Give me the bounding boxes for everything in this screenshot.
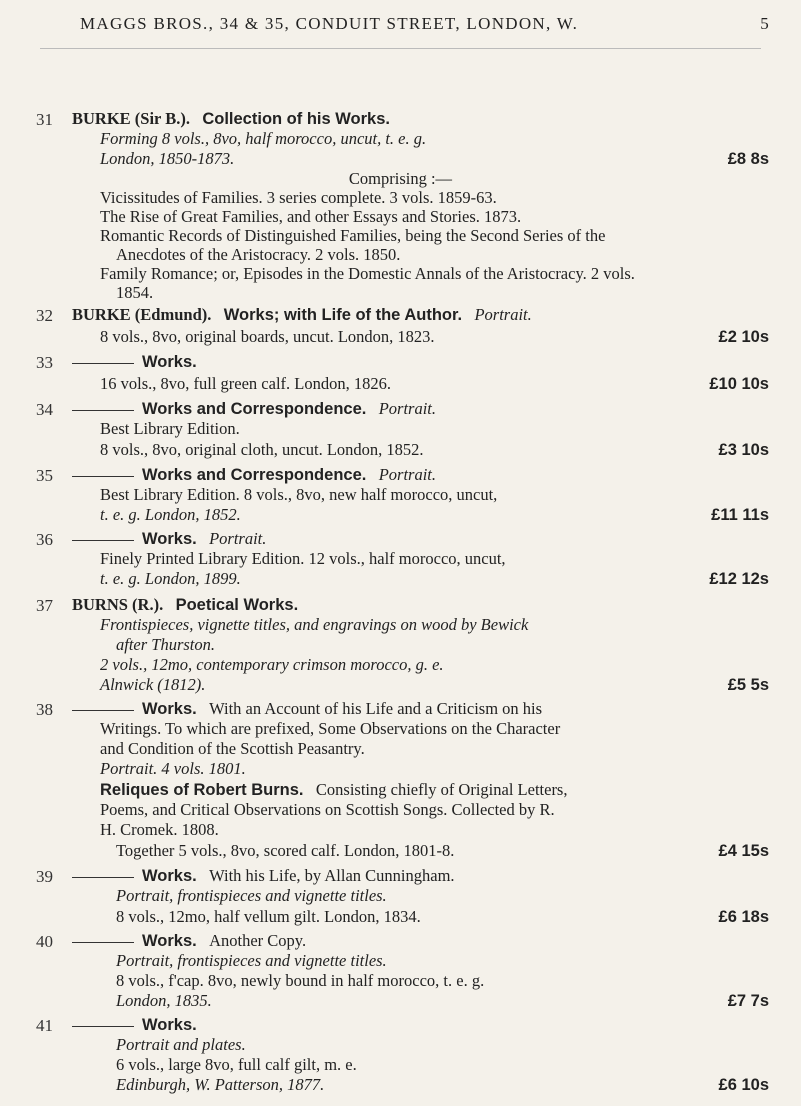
entry-line: after Thurston. [116, 635, 216, 654]
entry-price: £6 18s [718, 908, 769, 926]
entry-line: 8 vols., 8vo, original boards, uncut. London, 1823. [100, 327, 435, 346]
entry-number: 37 [36, 596, 53, 615]
entry-line: Works. [72, 1016, 772, 1034]
entry-price: £4 15s [718, 842, 769, 860]
entry-price: £11 11s [711, 506, 769, 524]
entry-number: 34 [36, 400, 53, 419]
entry-line: Works and Correspondence. Portrait. [72, 466, 772, 484]
header-title: MAGGS BROS., 34 & 35, CONDUIT STREET, LONDON, W. [80, 14, 579, 33]
entry-line: BURKE (Edmund). Works; with Life of the Author. Portrait. [72, 305, 532, 324]
entry-line: Portrait, frontispieces and vignette titles. [116, 886, 387, 905]
page-number: 5 [760, 14, 770, 33]
entry-line: t. e. g. London, 1852. [100, 505, 241, 524]
entry-line: Portrait. 4 vols. 1801. [100, 759, 246, 778]
entry-line: Vicissitudes of Families. 3 series complete. 3 vols. 1859-63. [100, 188, 497, 207]
entry-line: BURKE (Sir B.). Collection of his Works. [72, 109, 390, 128]
entry-price: £5 5s [727, 676, 769, 694]
page-header [80, 14, 770, 34]
entry-line: H. Cromek. 1808. [100, 820, 219, 839]
entry-price: £7 7s [727, 992, 769, 1010]
entry-line: 16 vols., 8vo, full green calf. London, 1826. [100, 374, 391, 393]
entry-line: Anecdotes of the Aristocracy. 2 vols. 1850. [116, 245, 401, 264]
entry-line: Finely Printed Library Edition. 12 vols., half morocco, uncut, [100, 549, 506, 568]
entry-line: and Condition of the Scottish Peasantry. [100, 739, 365, 758]
entry-line: Frontispieces, vignette titles, and engravings on wood by Bewick [100, 615, 529, 634]
entry-price: £2 10s [718, 328, 769, 346]
entry-line: Edinburgh, W. Patterson, 1877. [116, 1075, 325, 1094]
entry-line: BURNS (R.). Poetical Works. [72, 595, 299, 614]
entry-line: Writings. To which are prefixed, Some Observations on the Character [100, 719, 561, 738]
entry-line: Works. [72, 353, 772, 371]
entry-line: Portrait, frontispieces and vignette titles. [116, 951, 387, 970]
entry-price: £6 10s [718, 1076, 769, 1094]
entry-line: Works. Portrait. [72, 530, 772, 548]
entry-price: £10 10s [709, 375, 769, 393]
entry-line: The Rise of Great Families, and other Essays and Stories. 1873. [100, 207, 522, 226]
entry-line: Together 5 vols., 8vo, scored calf. London, 1801-8. [116, 841, 455, 860]
entry-line: Works. Another Copy. [72, 932, 772, 950]
entry-line: Best Library Edition. [100, 419, 240, 438]
entry-line: 8 vols., f'cap. 8vo, newly bound in half morocco, t. e. g. [116, 971, 485, 990]
entry-line: Romantic Records of Distinguished Families, being the Second Series of the [100, 226, 606, 245]
entry-number: 39 [36, 867, 53, 886]
entry-number: 35 [36, 466, 53, 485]
entry-price: £3 10s [718, 441, 769, 459]
entry-line: Poems, and Critical Observations on Scottish Songs. Collected by R. [100, 800, 555, 819]
entry-number: 41 [36, 1016, 53, 1035]
entry-line: Portrait and plates. [116, 1035, 246, 1054]
entry-line: 8 vols., 12mo, half vellum gilt. London, 1834. [116, 907, 421, 926]
entry-line: 8 vols., 8vo, original cloth, uncut. London, 1852. [100, 440, 424, 459]
entry-number: 36 [36, 530, 53, 549]
entry-number: 31 [36, 110, 53, 129]
entry-line: Family Romance; or, Episodes in the Domestic Annals of the Aristocracy. 2 vols. [100, 264, 635, 283]
entry-line: Best Library Edition. 8 vols., 8vo, new half morocco, uncut, [100, 485, 498, 504]
entry-number: 33 [36, 353, 53, 372]
entry-line: 2 vols., 12mo, contemporary crimson morocco, g. e. [100, 655, 444, 674]
entry-line: Alnwick (1812). [100, 675, 206, 694]
entry-price: £12 12s [709, 570, 769, 588]
entry-line: 6 vols., large 8vo, full calf gilt, m. e. [116, 1055, 357, 1074]
entry-number: 32 [36, 306, 53, 325]
entry-line: Works. With his Life, by Allan Cunningham. [72, 867, 772, 885]
entry-line: Reliques of Robert Burns. Consisting chiefly of Original Letters, [100, 780, 568, 799]
entry-number: 38 [36, 700, 53, 719]
entry-price: £8 8s [727, 150, 769, 168]
entry-number: 40 [36, 932, 53, 951]
entry-line: 1854. [116, 283, 154, 302]
entry-line: Works and Correspondence. Portrait. [72, 400, 772, 418]
header-rule [40, 48, 761, 49]
entry-line: London, 1850-1873. [100, 149, 235, 168]
entry-line: Works. With an Account of his Life and a Criticism on his [72, 700, 772, 718]
entry-line: t. e. g. London, 1899. [100, 569, 241, 588]
entry-line: Forming 8 vols., 8vo, half morocco, uncut, t. e. g. [100, 129, 427, 148]
entry-line: London, 1835. [116, 991, 212, 1010]
entry-line: Comprising :— [348, 169, 453, 188]
